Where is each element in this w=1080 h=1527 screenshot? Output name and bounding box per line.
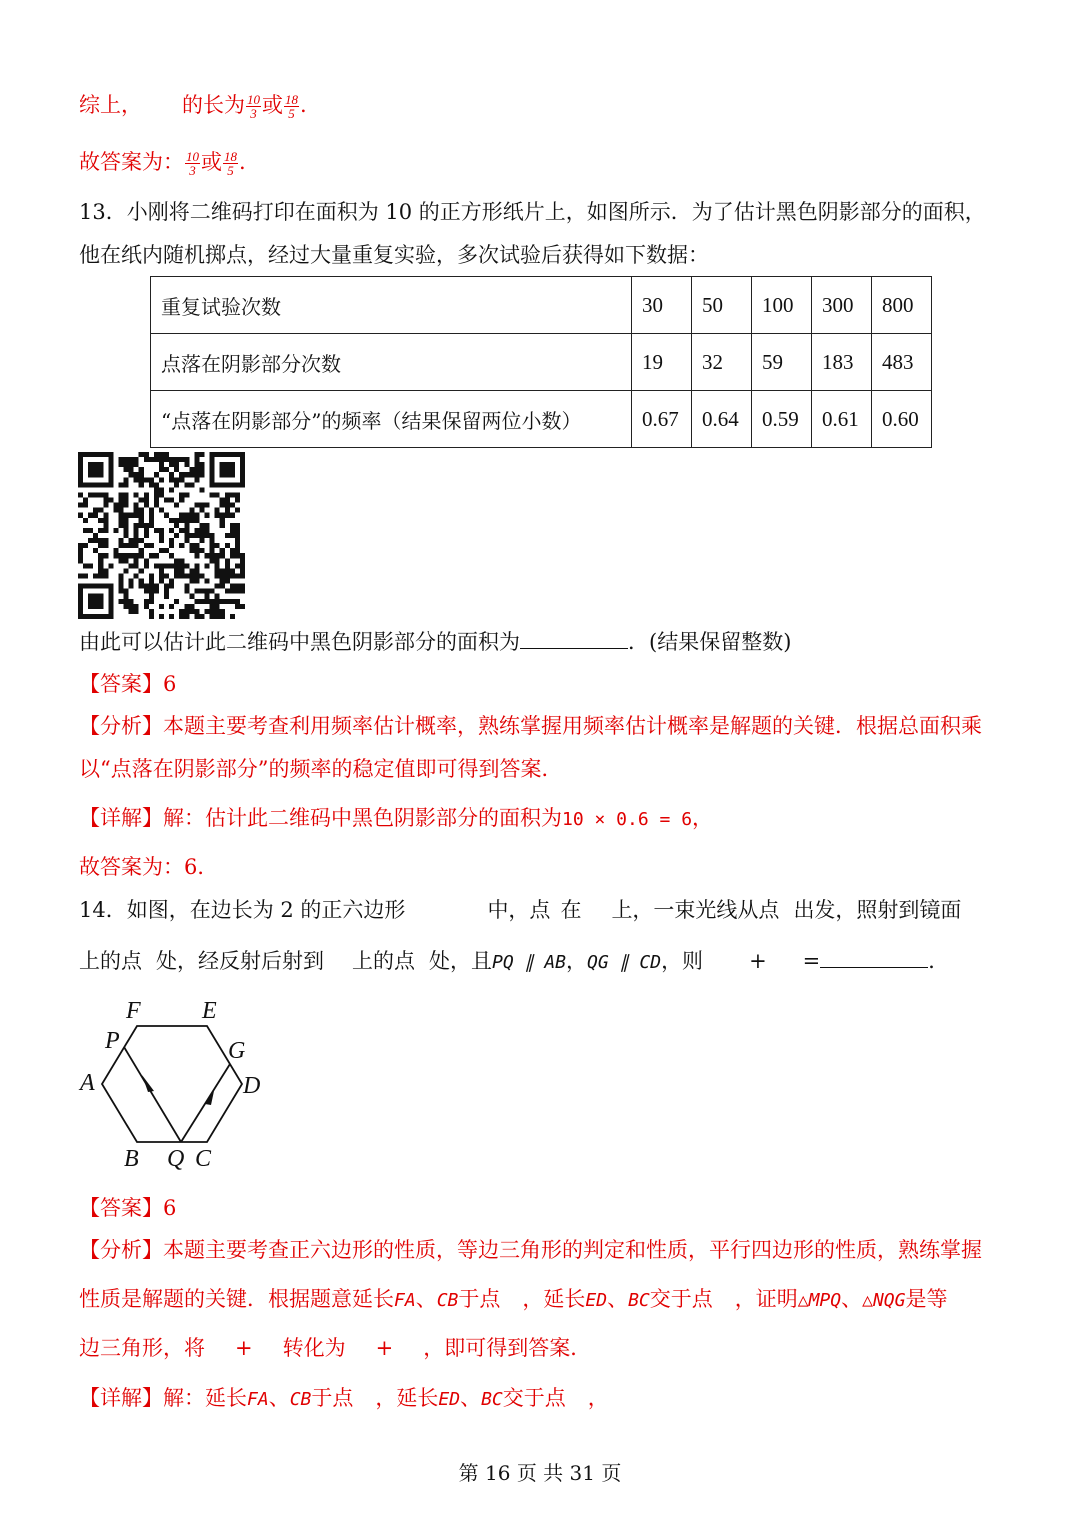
q13-detail xyxy=(79,803,713,835)
comma: ， xyxy=(566,949,588,973)
parallel-statement: QG ∥ CD xyxy=(587,952,662,973)
row-label: “点落在阴影部分”的频率（结果保留两位小数） xyxy=(151,391,632,448)
analysis-text: ，即可得到答案． xyxy=(423,1336,592,1360)
q14-text: 中，点 xyxy=(487,898,551,922)
qr-code-image xyxy=(78,452,245,619)
plus-sign: + xyxy=(749,949,767,973)
q14-text: 上，一束光线从点 xyxy=(611,898,780,922)
analysis-text: ，证明 xyxy=(734,1287,798,1311)
point-label-p: P xyxy=(105,1028,120,1054)
analysis-text: 性质是解题的关键．根据题意延长 xyxy=(79,1287,394,1311)
table-cell: 0.64 xyxy=(692,391,752,448)
segment-ed: ED xyxy=(585,1290,608,1311)
plus-sign: + xyxy=(235,1336,253,1360)
vertex-label-a: A xyxy=(80,1070,95,1096)
triangle-mpq: △MPQ xyxy=(797,1290,842,1311)
row-label: 点落在阴影部分次数 xyxy=(151,334,632,391)
analysis-text: 本题主要考查正六边形的性质，等边三角形的判定和性质，平行四边形的性质，熟练掌握 xyxy=(163,1238,982,1262)
table-cell: 100 xyxy=(752,277,812,334)
q14-analysis-1 xyxy=(79,1235,982,1265)
answer-label: 【答案】 xyxy=(79,1196,163,1220)
separator: 、 xyxy=(607,1287,629,1311)
table-cell: 0.60 xyxy=(872,391,932,448)
separator: 、 xyxy=(415,1287,437,1311)
q14-text: 处，经反射后射到 xyxy=(156,949,324,973)
table-cell: 300 xyxy=(812,277,872,334)
q14-analysis-3 xyxy=(79,1333,591,1363)
light-ray-pq xyxy=(124,1047,181,1142)
segment-bc: BC xyxy=(481,1389,503,1410)
answer-blank xyxy=(520,626,628,649)
detail-text: 于点 xyxy=(311,1386,354,1410)
q13-question xyxy=(79,626,791,657)
analysis-text: ，延长 xyxy=(522,1287,586,1311)
detail-end: ， xyxy=(692,806,714,830)
q13-answer xyxy=(79,669,176,699)
vertex-label-f: F xyxy=(126,998,141,1024)
vertex-label-c: C xyxy=(195,1146,212,1172)
light-ray-qg xyxy=(181,1064,230,1142)
table-cell: 0.61 xyxy=(812,391,872,448)
plus-sign: + xyxy=(375,1336,394,1360)
q14-answer xyxy=(79,1193,176,1223)
q14-text: 出发，照射到镜面 xyxy=(793,898,962,922)
hexagon-figure xyxy=(76,992,272,1172)
q14-text: 上的点 xyxy=(352,949,415,973)
table-cell: 30 xyxy=(632,277,692,334)
page-footer: 第 16 页 共 31 页 xyxy=(458,1461,622,1485)
fraction-denominator: 3 xyxy=(189,163,196,178)
q14-line-1 xyxy=(79,895,961,925)
segment-cb: CB xyxy=(436,1290,459,1311)
fraction xyxy=(246,93,261,120)
row-label: 重复试验次数 xyxy=(151,277,632,334)
q13-final: 故答案为：6． xyxy=(79,855,219,879)
q13-analysis-2: 以“点落在阴影部分”的频率的稳定值即可得到答案． xyxy=(79,757,563,781)
separator: 、 xyxy=(460,1386,482,1410)
detail-text: ， xyxy=(587,1386,609,1410)
fraction xyxy=(284,93,299,120)
table-row xyxy=(151,334,932,391)
q14-line-2 xyxy=(79,945,949,978)
q13-line-2: 他在纸内随机掷点，经过大量重复实验，多次试验后获得如下数据： xyxy=(79,243,709,267)
previous-answer-line xyxy=(79,147,246,177)
table-cell: 0.59 xyxy=(752,391,812,448)
fraction-denominator: 3 xyxy=(250,106,257,121)
fraction-numerator: 10 xyxy=(247,92,260,107)
segment-ed: ED xyxy=(438,1389,461,1410)
fraction-numerator: 18 xyxy=(224,149,237,164)
vertex-label-d: D xyxy=(243,1073,261,1099)
answer-label: 故答案为： xyxy=(79,150,184,174)
vertex-label-b: B xyxy=(124,1146,139,1172)
table-cell: 19 xyxy=(632,334,692,391)
segment-fa: FA xyxy=(394,1290,416,1311)
summary-line xyxy=(79,90,307,120)
table-cell: 800 xyxy=(872,277,932,334)
analysis-text: 本题主要考查利用频率估计概率，熟练掌握用频率估计概率是解题的关键．根据总面积乘 xyxy=(163,714,982,738)
analysis-text: 于点 xyxy=(458,1287,501,1311)
table-cell: 32 xyxy=(692,334,752,391)
period: . xyxy=(239,150,246,174)
table-cell: 183 xyxy=(812,334,872,391)
separator: 、 xyxy=(268,1386,290,1410)
or-text: 或 xyxy=(201,150,222,174)
q14-analysis-2 xyxy=(79,1284,947,1316)
q14-text: 14．如图，在边长为 2 的正六边形 xyxy=(79,898,406,922)
table-cell: 0.67 xyxy=(632,391,692,448)
table-cell: 483 xyxy=(872,334,932,391)
frequency-table xyxy=(150,276,932,448)
table-cell: 59 xyxy=(752,334,812,391)
vertex-label-e: E xyxy=(202,998,217,1024)
fraction-numerator: 18 xyxy=(285,92,298,107)
table-row xyxy=(151,277,932,334)
summary-mid: 的长为 xyxy=(182,93,245,117)
q14-detail xyxy=(79,1383,609,1415)
segment-fa: FA xyxy=(247,1389,269,1410)
separator: 、 xyxy=(841,1287,863,1311)
segment-bc: BC xyxy=(628,1290,650,1311)
answer-value: 6 xyxy=(163,1196,177,1220)
detail-text: 解：延长 xyxy=(163,1386,247,1410)
answer-blank xyxy=(820,945,928,968)
triangle-nqg: △NQG xyxy=(862,1290,906,1311)
detail-text: ，延长 xyxy=(375,1386,439,1410)
table-cell: 50 xyxy=(692,277,752,334)
fraction-denominator: 5 xyxy=(227,163,234,178)
detail-text: 解：估计此二维码中黑色阴影部分的面积为 xyxy=(163,806,562,830)
analysis-text: 转化为 xyxy=(282,1336,346,1360)
question-suffix: ．(结果保留整数) xyxy=(628,630,792,654)
q13-analysis-1 xyxy=(79,711,982,741)
parallel-statement: PQ ∥ AB xyxy=(492,952,567,973)
detail-text: 交于点 xyxy=(502,1386,566,1410)
answer-label: 【答案】 xyxy=(79,672,163,696)
fraction xyxy=(185,150,200,177)
q14-text: 处，且 xyxy=(429,949,492,973)
or-text: 或 xyxy=(262,93,283,117)
table-row xyxy=(151,391,932,448)
q14-text: 上的点 xyxy=(79,949,142,973)
q13-line-1: 13．小刚将二维码打印在面积为 10 的正方形纸片上，如图所示．为了估计黑色阴影部分的面积， xyxy=(79,200,986,224)
equals-sign: = xyxy=(802,949,821,973)
fraction-numerator: 10 xyxy=(186,149,199,164)
hexagon-outline xyxy=(102,1026,242,1142)
detail-label: 【详解】 xyxy=(79,1386,163,1410)
fraction-denominator: 5 xyxy=(288,106,295,121)
analysis-text: 是等 xyxy=(905,1287,948,1311)
analysis-label: 【分析】 xyxy=(79,1238,163,1262)
point-label-g: G xyxy=(228,1038,246,1064)
point-label-q: Q xyxy=(167,1146,185,1172)
analysis-label: 【分析】 xyxy=(79,714,163,738)
analysis-text: 交于点 xyxy=(649,1287,713,1311)
detail-label: 【详解】 xyxy=(79,806,163,830)
summary-prefix: 综上， xyxy=(79,93,142,117)
qr-modules xyxy=(78,452,245,619)
q14-text: ，则 xyxy=(661,949,704,973)
q14-text: 在 xyxy=(560,898,582,922)
segment-cb: CB xyxy=(289,1389,312,1410)
period: . xyxy=(300,93,307,117)
detail-math: 10 × 0.6 = 6 xyxy=(562,809,693,830)
fraction xyxy=(223,150,238,177)
question-text: 由此可以估计此二维码中黑色阴影部分的面积为 xyxy=(79,630,520,654)
period: ． xyxy=(928,949,950,973)
answer-value: 6 xyxy=(163,672,177,696)
arrow-head-icon xyxy=(142,1075,154,1092)
analysis-text: 边三角形，将 xyxy=(79,1336,205,1360)
arrow-head-icon xyxy=(205,1091,214,1105)
